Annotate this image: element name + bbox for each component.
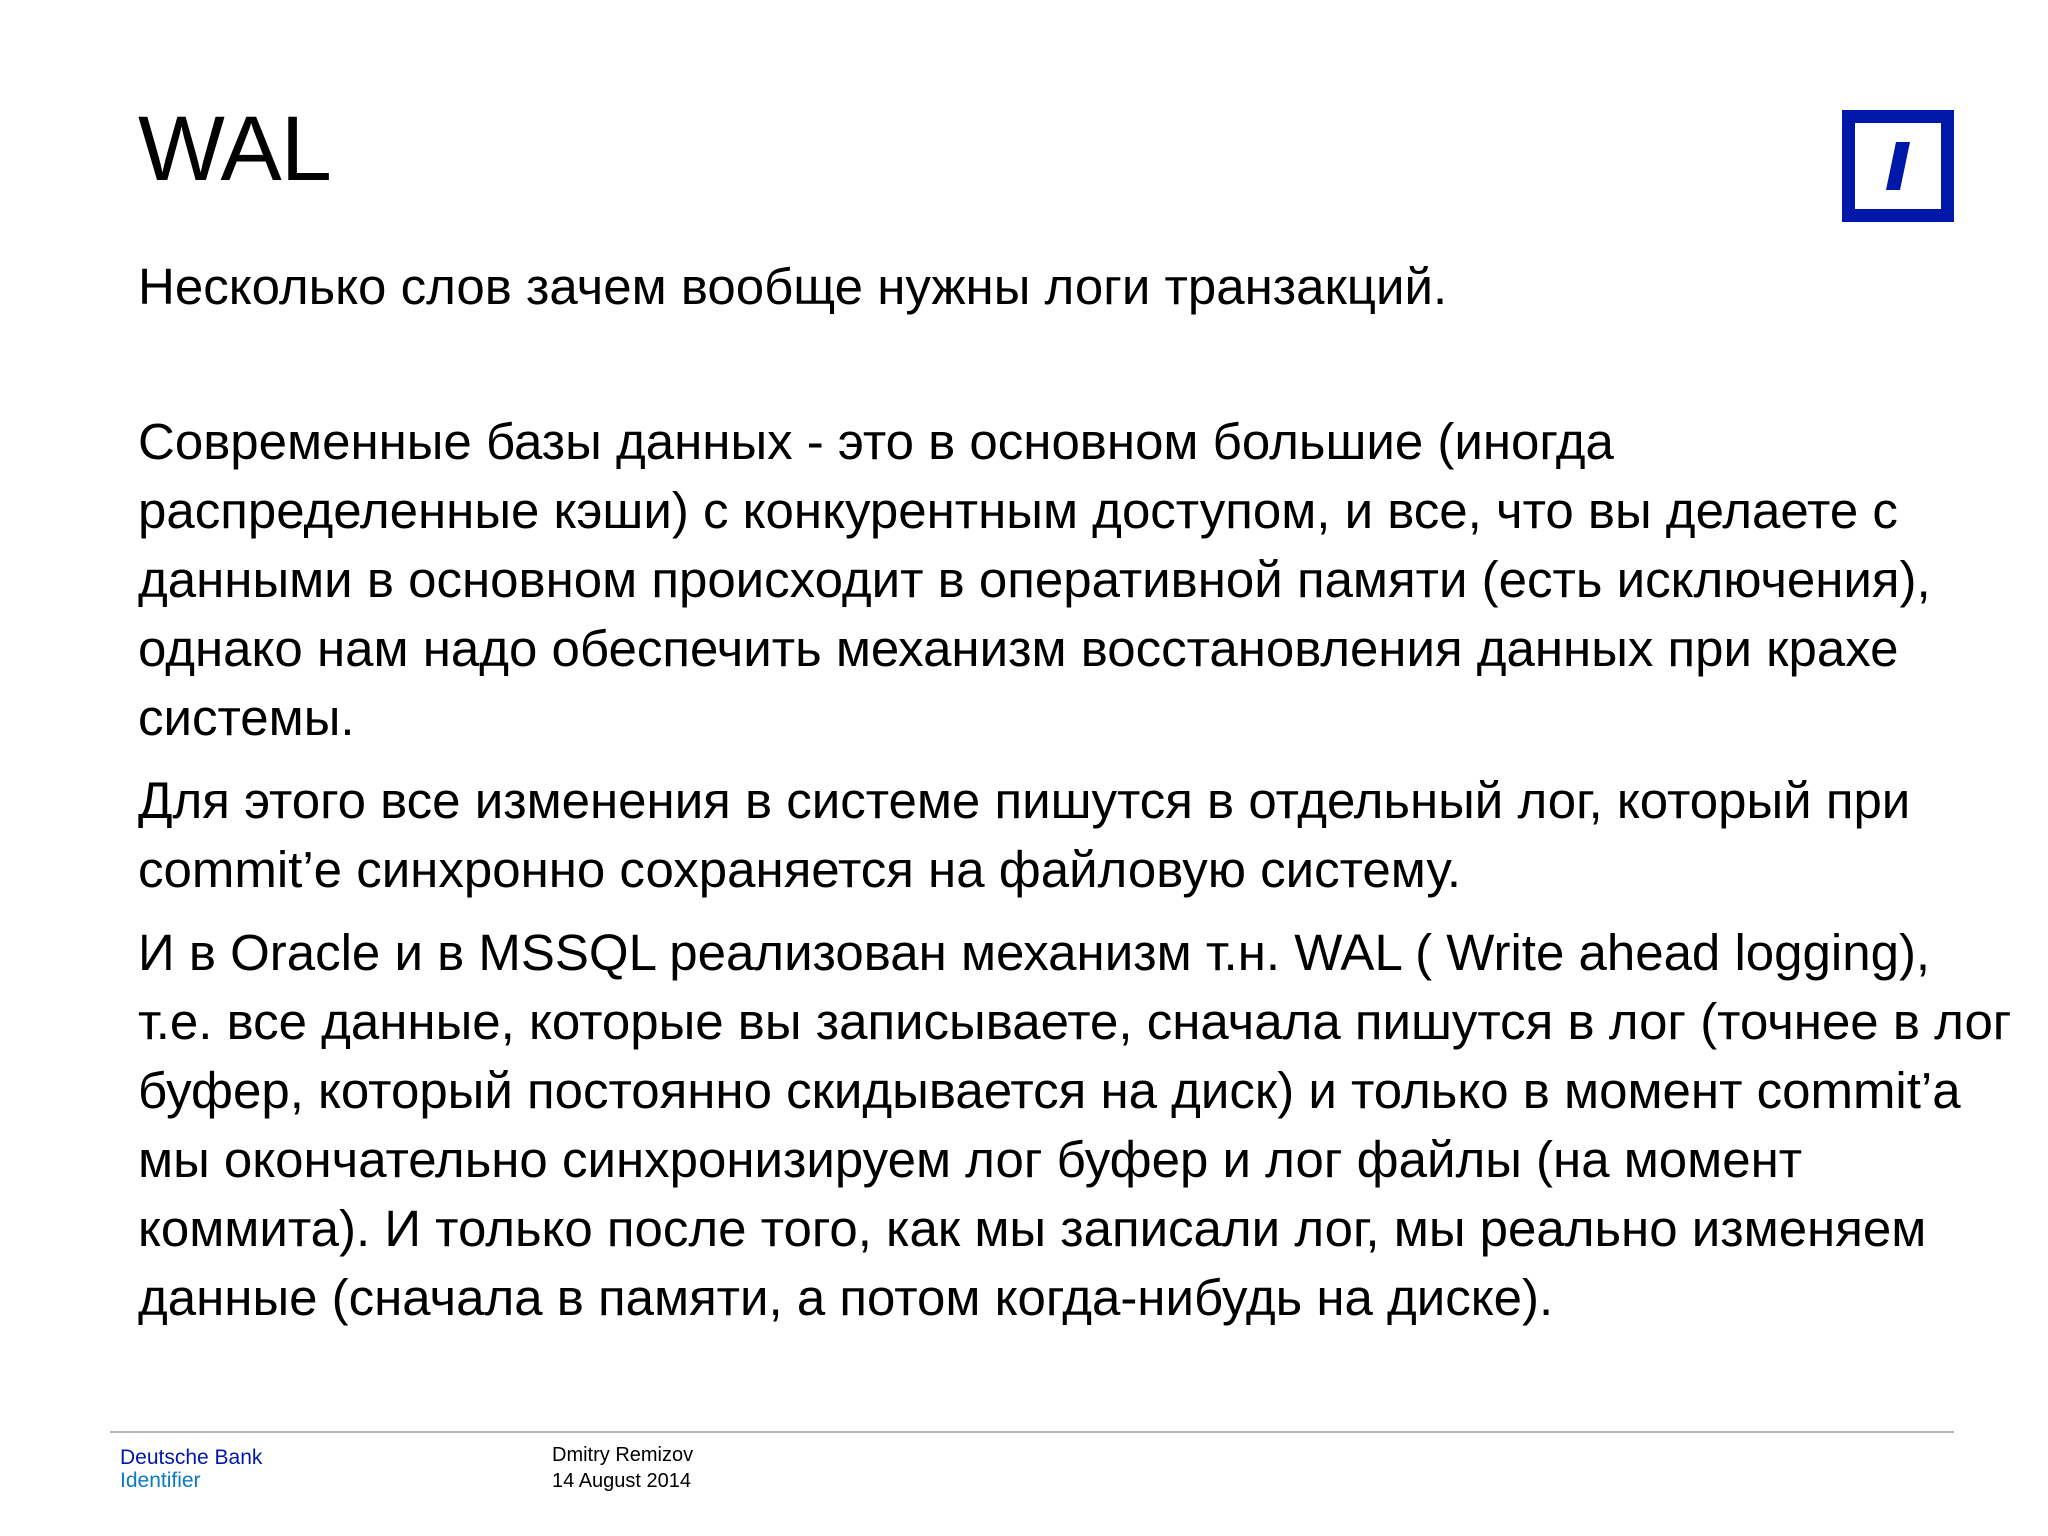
footer-identifier: Identifier bbox=[120, 1469, 201, 1492]
footer-date: 14 August 2014 bbox=[552, 1470, 692, 1492]
footer-meta bbox=[552, 1442, 693, 1494]
paragraph-modern-databases: Современные базы данных - это в основном большие (иногда распределенные кэши) с конкурентным доступом, и все, что вы делаете с данными в основном происходит в оперативной памяти (есть исключения), однако нам надо обеспечить механизм восстановления данных при крахе системы. bbox=[138, 413, 1931, 746]
slide-title: WAL bbox=[138, 98, 331, 200]
paragraph-wal-explanation: И в Oracle и в MSSQL реализован механизм т.н. WAL ( Write ahead logging), т.е. все данные, которые вы записываете, сначала пишутся в лог (точнее в лог буфер, который постоянно скидывается на диск) и только в момент commit’а мы окончательно синхронизируем лог буфер и лог файлы (на момент коммита). И только после того, как мы записали лог, мы реально изменяем данные (сначала в памяти, а потом когда-нибудь на диске). bbox=[138, 924, 2012, 1326]
footer-brand bbox=[120, 1446, 262, 1492]
footer-brand-name: Deutsche Bank bbox=[120, 1446, 263, 1469]
footer-divider bbox=[110, 1431, 1954, 1433]
slide-body bbox=[138, 252, 2018, 1332]
logo-slash-icon bbox=[1855, 123, 1941, 209]
footer-author: Dmitry Remizov bbox=[552, 1444, 694, 1466]
paragraph-intro: Несколько слов зачем вообще нужны логи транзакций. bbox=[138, 258, 1448, 315]
deutsche-bank-logo-icon bbox=[1842, 110, 1954, 222]
paragraph-log-changes: Для этого все изменения в системе пишутся в отдельный лог, который при commit’е синхронно сохраняется на файловую систему. bbox=[138, 772, 1911, 898]
